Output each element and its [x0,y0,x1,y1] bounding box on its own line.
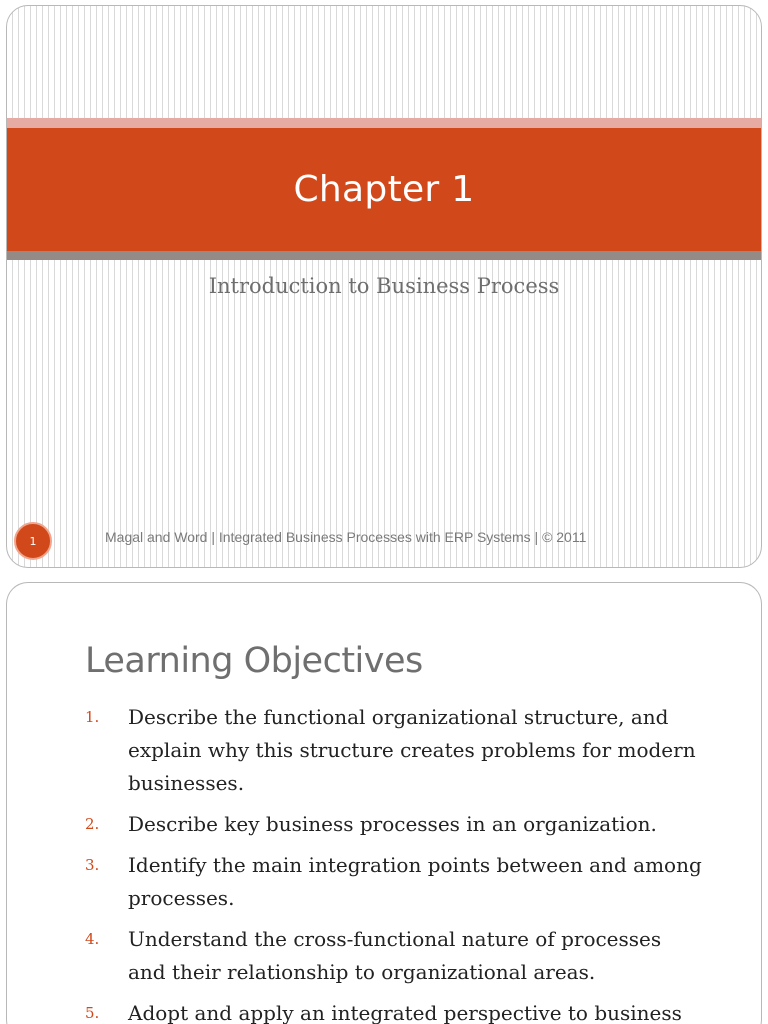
title-band [7,128,761,251]
title-band-bottom-stripe [7,251,761,260]
objective-item [85,849,705,915]
objective-number: 1. [85,708,100,726]
objective-text: Describe the functional organizational structure, and explain why this structure creates problems for modern businesses. [128,705,696,795]
slide-number: 1 [29,534,37,548]
objective-item [85,808,705,841]
slide-number-badge [14,522,52,560]
objective-number: 5. [85,1004,100,1022]
slide-1 [6,5,762,568]
objective-item [85,997,705,1024]
objective-text: Describe key business processes in an organization. [128,812,657,836]
chapter-subtitle: Introduction to Business Process [208,274,560,298]
objective-text: Understand the cross-functional nature of processes and their relationship to organizational areas. [128,927,662,984]
objective-item [85,923,705,989]
objective-number: 3. [85,856,100,874]
slide-footer: Magal and Word | Integrated Business Processes with ERP Systems | © 2011 [105,529,587,545]
objective-item [85,701,705,800]
objective-number: 2. [85,815,100,833]
slide-2 [6,582,762,1024]
slide-heading: Learning Objectives [85,641,423,681]
title-band-top-stripe [7,118,761,128]
objective-number: 4. [85,930,100,948]
objectives-list [85,701,705,1024]
objective-text: Identify the main integration points between and among processes. [128,853,702,910]
chapter-title: Chapter 1 [293,169,475,210]
objective-text: Adopt and apply an integrated perspective to business [128,1001,682,1024]
